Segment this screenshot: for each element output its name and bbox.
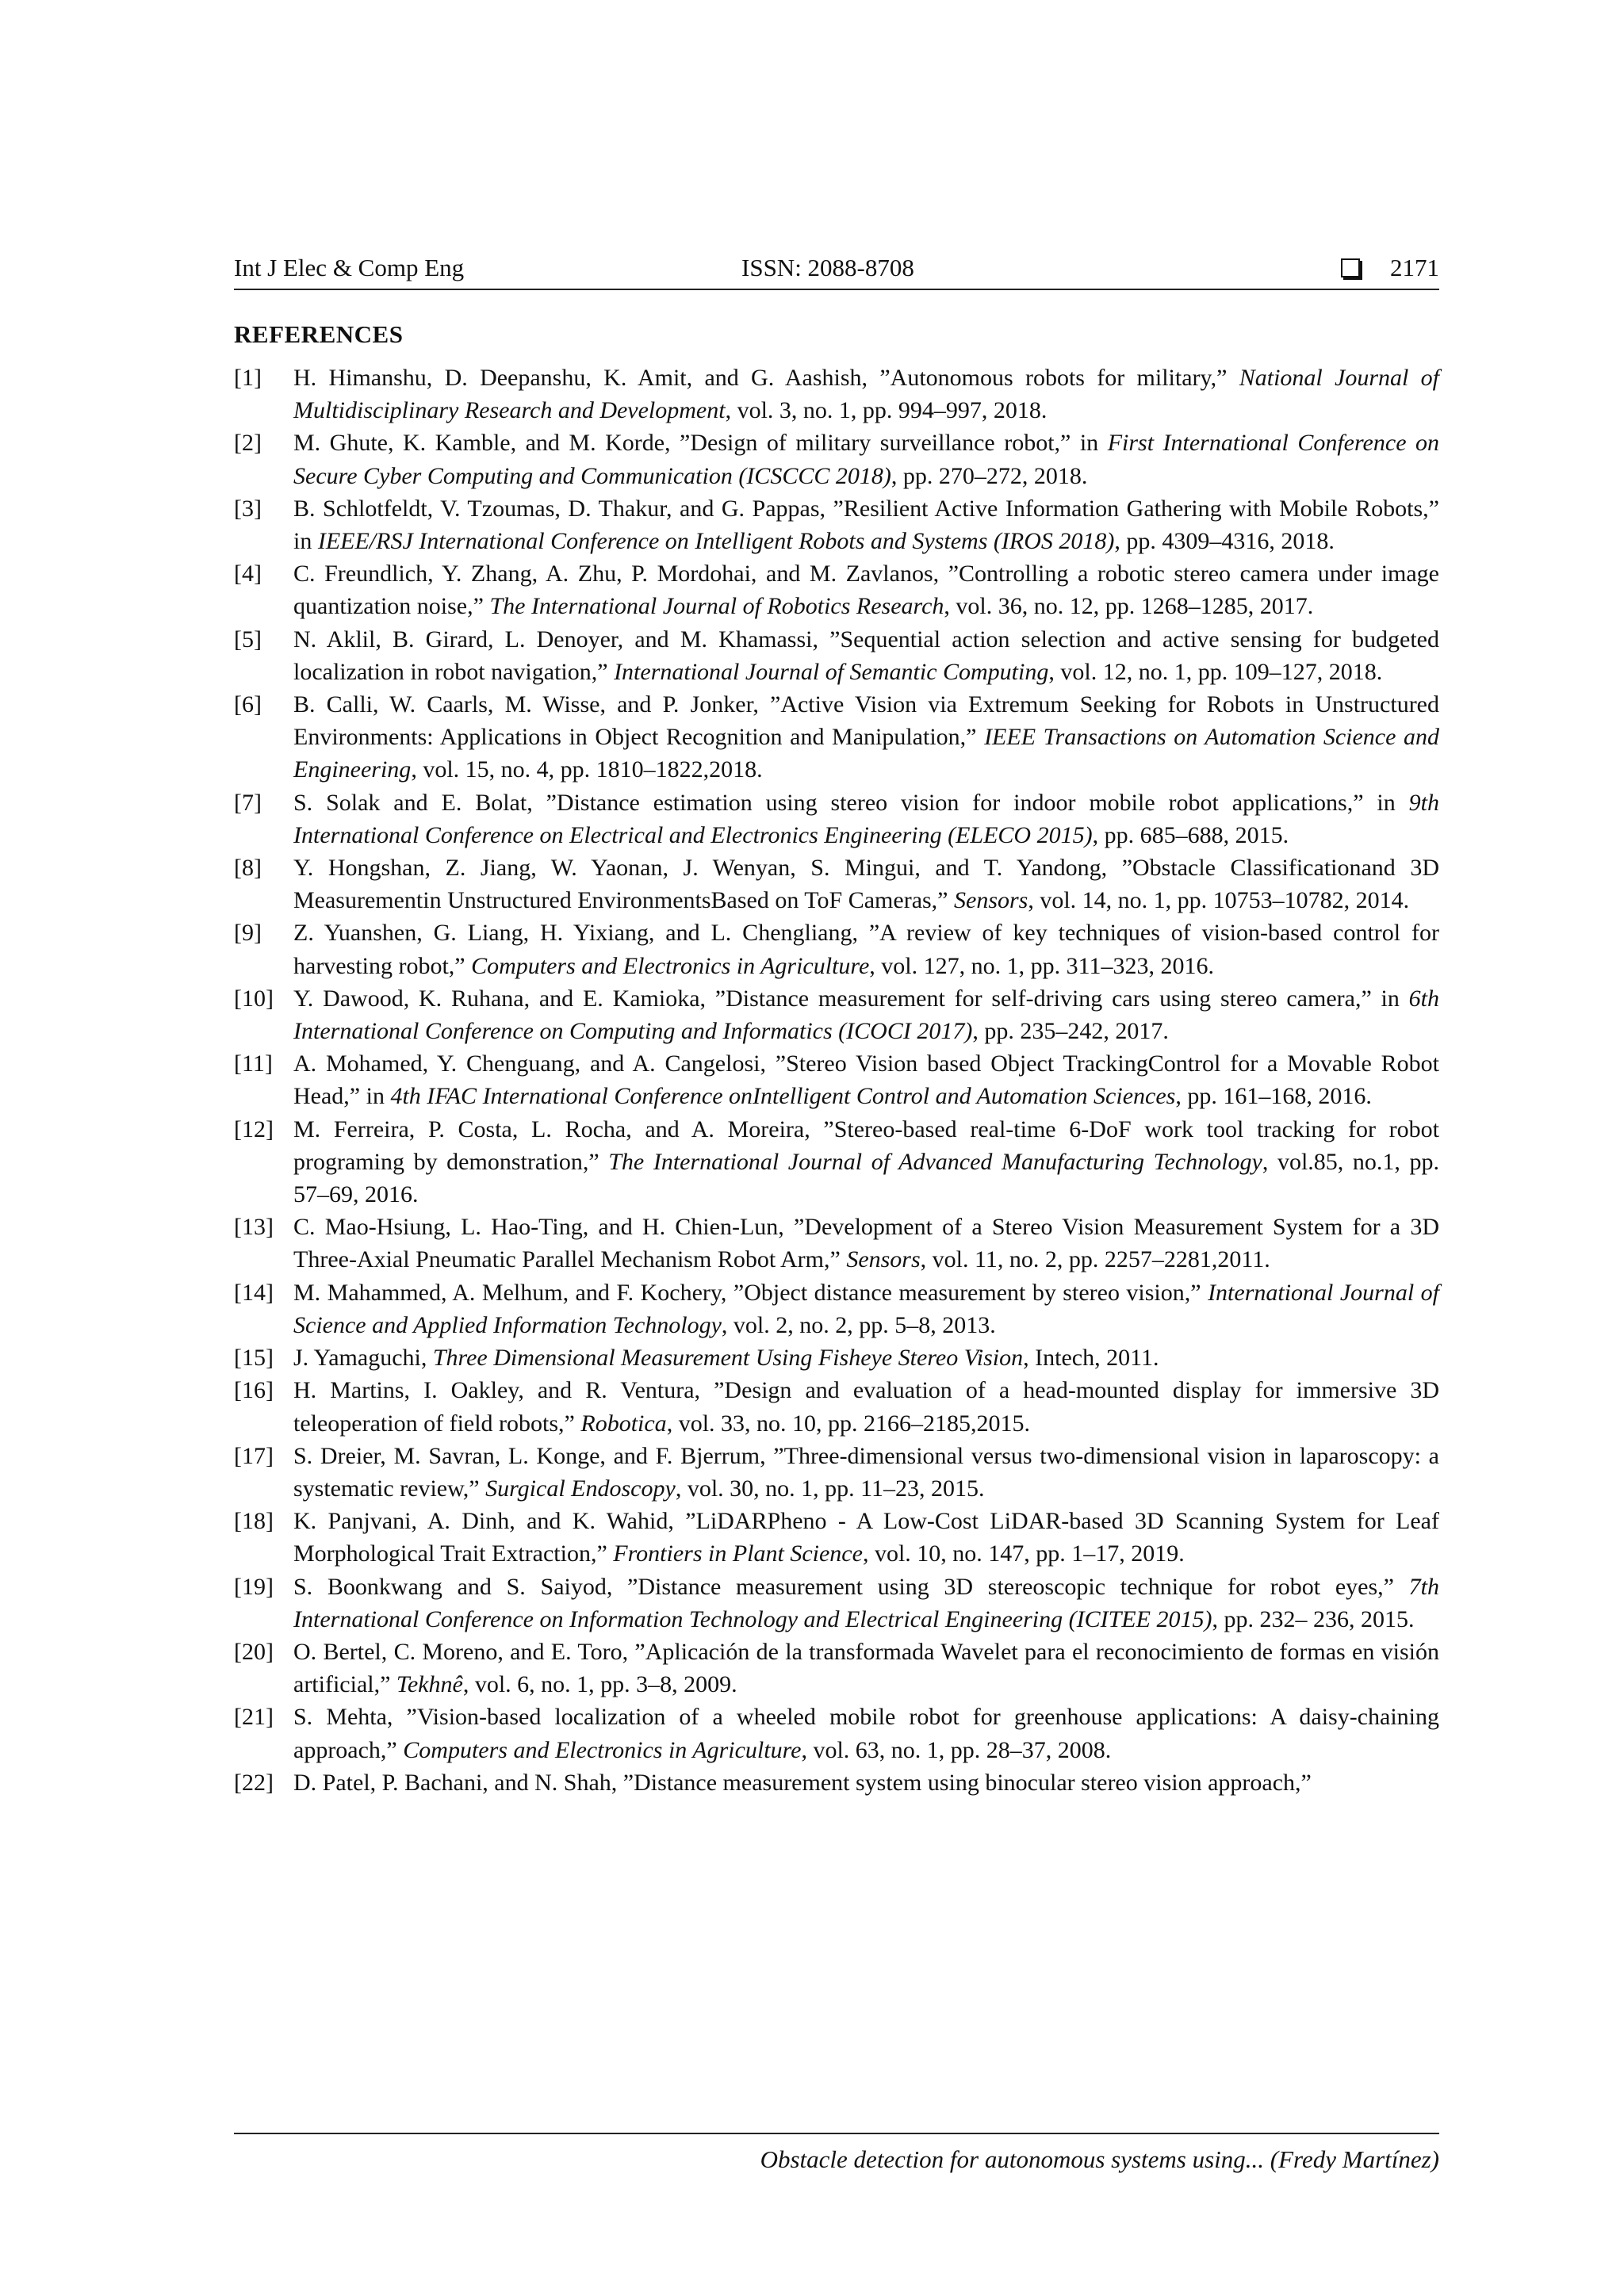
reference-venue: National Journal of Multidisciplinary Research and Development: [293, 365, 1439, 424]
reference-item: [234, 1571, 1439, 1636]
page-footer: [234, 2133, 1439, 2173]
reference-venue: Sensors: [846, 1246, 921, 1273]
reference-number: [19]: [234, 1573, 274, 1600]
reference-item: [234, 1636, 1439, 1701]
reference-venue: International Journal of Science and Applied Information Technology: [293, 1279, 1439, 1338]
reference-details: , pp. 235–242, 2017.: [972, 1018, 1169, 1045]
reference-number: [1]: [234, 365, 262, 391]
reference-details: , vol.85, no.1, pp. 57–69, 2016.: [293, 1148, 1439, 1208]
reference-venue: 6th International Conference on Computing and Informatics (ICOCI 2017): [293, 985, 1439, 1045]
reference-venue: The International Journal of Robotics Research: [489, 593, 944, 620]
reference-details: , vol. 12, no. 1, pp. 109–127, 2018.: [1048, 658, 1383, 685]
reference-authors-title: K. Panjvani, A. Dinh, and K. Wahid, ”LiDARPheno - A Low-Cost LiDAR-based 3D Scanning System for Leaf Morphological Trait Extraction,”: [293, 1508, 1439, 1567]
reference-number: [2]: [234, 430, 262, 457]
reference-item: [234, 1440, 1439, 1505]
reference-venue: Robotica: [580, 1410, 667, 1437]
reference-details: , vol. 6, no. 1, pp. 3–8, 2009.: [462, 1671, 737, 1698]
reference-venue: Surgical Endoscopy: [485, 1475, 676, 1502]
reference-number: [3]: [234, 495, 262, 522]
section-title: REFERENCES: [234, 320, 404, 348]
reference-details: , Intech, 2011.: [1023, 1345, 1159, 1372]
reference-authors-title: M. Ferreira, P. Costa, L. Rocha, and A. Moreira, ”Stereo-based real-time 6-DoF work tool tracking for robot programing by demonstration,”: [293, 1115, 1439, 1175]
reference-number: [4]: [234, 561, 262, 587]
reference-venue: Three Dimensional Measurement Using Fisheye Stereo Vision: [432, 1345, 1024, 1372]
reference-authors-title: B. Calli, W. Caarls, M. Wisse, and P. Jonker, ”Active Vision via Extremum Seeking for Robots in Unstructured Environments: Applications in Object Recognition and Manipulation,”: [293, 691, 1439, 751]
reference-venue: Computers and Electronics in Agriculture: [403, 1736, 802, 1763]
reference-authors-title: S. Boonkwang and S. Saiyod, ”Distance measurement using 3D stereoscopic technique for robot eyes,”: [293, 1573, 1409, 1600]
reference-venue: International Journal of Semantic Computing: [614, 658, 1049, 685]
reference-number: [6]: [234, 691, 262, 718]
reference-details: , pp. 4309–4316, 2018.: [1114, 528, 1335, 555]
reference-number: [7]: [234, 789, 262, 816]
reference-item: [234, 492, 1439, 557]
reference-list: [234, 362, 1439, 1799]
reference-authors-title: O. Bertel, C. Moreno, and E. Toro, ”Aplicación de la transformada Wavelet para el reconocimiento de formas en visión artificial,”: [293, 1638, 1439, 1698]
running-title: Obstacle detection for autonomous systems using... (Fredy Martínez): [760, 2145, 1439, 2173]
reference-number: [18]: [234, 1508, 274, 1535]
reference-venue: 7th International Conference on Information Technology and Electrical Engineering (ICITEE 2015): [293, 1573, 1439, 1632]
reference-item: [234, 623, 1439, 688]
reference-details: , vol. 2, no. 2, pp. 5–8, 2013.: [721, 1311, 996, 1338]
issn-label: ISSN: 2088-8708: [741, 254, 914, 281]
reference-details: , pp. 270–272, 2018.: [891, 462, 1088, 489]
reference-venue: 4th IFAC International Conference onIntelligent Control and Automation Sciences: [390, 1083, 1176, 1110]
reference-authors-title: H. Himanshu, D. Deepanshu, K. Amit, and G. Aashish, ”Autonomous robots for military,”: [293, 365, 1239, 391]
reference-item: [234, 1374, 1439, 1439]
reference-authors-title: D. Patel, P. Bachani, and N. Shah, ”Distance measurement system using binocular stereo vision approach,”: [293, 1769, 1312, 1796]
reference-details: , vol. 3, no. 1, pp. 994–997, 2018.: [725, 397, 1048, 424]
reference-authors-title: A. Mohamed, Y. Chenguang, and A. Cangelosi, ”Stereo Vision based Object TrackingControl for a Movable Robot Head,” in: [293, 1050, 1439, 1110]
reference-item: [234, 916, 1439, 982]
reference-details: , vol. 36, no. 12, pp. 1268–1285, 2017.: [944, 593, 1314, 620]
reference-details: , pp. 685–688, 2015.: [1092, 821, 1289, 848]
reference-venue: Frontiers in Plant Science: [613, 1540, 863, 1567]
reference-authors-title: H. Martins, I. Oakley, and R. Ventura, ”Design and evaluation of a head-mounted display for immersive 3D teleoperation of field robots,”: [293, 1377, 1439, 1437]
reference-number: [22]: [234, 1769, 274, 1796]
reference-venue: The International Journal of Advanced Manufacturing Technology: [608, 1148, 1262, 1175]
reference-details: , vol. 11, no. 2, pp. 2257–2281,2011.: [920, 1246, 1270, 1273]
reference-authors-title: S. Dreier, M. Savran, L. Konge, and F. Bjerrum, ”Three-dimensional versus two-dimensional vision in laparoscopy: a systematic review,”: [293, 1442, 1439, 1502]
reference-item: [234, 427, 1439, 492]
reference-item: [234, 557, 1439, 622]
reference-number: [21]: [234, 1704, 274, 1731]
page-number: 2171: [1390, 254, 1439, 281]
reference-item: [234, 982, 1439, 1047]
reference-item: [234, 1047, 1439, 1112]
reference-item: [234, 1276, 1439, 1341]
reference-item: [234, 1505, 1439, 1570]
reference-item: [234, 1113, 1439, 1211]
reference-authors-title: C. Mao-Hsiung, L. Hao-Ting, and H. Chien-Lun, ”Development of a Stereo Vision Measurement System for a 3D Three-Axial Pneumatic Parallel Mechanism Robot Arm,”: [293, 1214, 1439, 1273]
reference-item: [234, 1766, 1439, 1799]
reference-authors-title: Z. Yuanshen, G. Liang, H. Yixiang, and L. Chengliang, ”A review of key techniques of vision-based control for harvesting robot,”: [293, 920, 1439, 979]
square-box-icon: [1341, 258, 1360, 277]
reference-number: [9]: [234, 920, 262, 947]
reference-venue: Tekhnê: [396, 1671, 463, 1698]
reference-details: , vol. 14, no. 1, pp. 10753–10782, 2014.: [1028, 887, 1410, 914]
reference-details: , pp. 232– 236, 2015.: [1212, 1605, 1415, 1632]
reference-number: [8]: [234, 855, 262, 882]
reference-details: , vol. 30, no. 1, pp. 11–23, 2015.: [675, 1475, 985, 1502]
page-header: [234, 251, 1439, 290]
reference-number: [11]: [234, 1050, 273, 1077]
reference-number: [10]: [234, 985, 274, 1012]
reference-number: [14]: [234, 1279, 274, 1306]
reference-item: [234, 786, 1439, 851]
reference-item: [234, 1341, 1439, 1374]
reference-authors-title: M. Ghute, K. Kamble, and M. Korde, ”Design of military surveillance robot,” in: [293, 430, 1108, 457]
reference-item: [234, 688, 1439, 786]
reference-venue: IEEE/RSJ International Conference on Intelligent Robots and Systems (IROS 2018): [317, 528, 1115, 555]
reference-authors-title: N. Aklil, B. Girard, L. Denoyer, and M. Khamassi, ”Sequential action selection and active sensing for budgeted localization in robot navigation,”: [293, 626, 1439, 685]
reference-details: , vol. 33, no. 10, pp. 2166–2185,2015.: [666, 1410, 1031, 1437]
reference-number: [20]: [234, 1638, 274, 1665]
reference-number: [17]: [234, 1442, 274, 1469]
reference-details: , vol. 63, no. 1, pp. 28–37, 2008.: [801, 1736, 1112, 1763]
reference-authors-title: C. Freundlich, Y. Zhang, A. Zhu, P. Mordohai, and M. Zavlanos, ”Controlling a robotic stereo camera under image quantization noise,”: [293, 561, 1439, 620]
reference-authors-title: Y. Hongshan, Z. Jiang, W. Yaonan, J. Wenyan, S. Mingui, and T. Yandong, ”Obstacle Classificationand 3D Measurementin Unstructured EnvironmentsBased on ToF Cameras,”: [293, 855, 1439, 914]
reference-details: , vol. 10, no. 147, pp. 1–17, 2019.: [862, 1540, 1185, 1567]
reference-number: [16]: [234, 1377, 274, 1404]
reference-number: [12]: [234, 1115, 274, 1142]
reference-details: , pp. 161–168, 2016.: [1175, 1083, 1372, 1110]
reference-authors-title: Y. Dawood, K. Ruhana, and E. Kamioka, ”Distance measurement for self-driving cars using stereo camera,” in: [293, 985, 1409, 1012]
reference-item: [234, 362, 1439, 427]
reference-details: , vol. 127, no. 1, pp. 311–323, 2016.: [869, 952, 1215, 979]
reference-number: [13]: [234, 1214, 274, 1241]
journal-name: Int J Elec & Comp Eng: [234, 254, 465, 281]
reference-authors-title: B. Schlotfeldt, V. Tzoumas, D. Thakur, and G. Pappas, ”Resilient Active Information Gathering with Mobile Robots,” in: [293, 495, 1439, 555]
reference-authors-title: J. Yamaguchi,: [293, 1345, 433, 1372]
reference-authors-title: S. Mehta, ”Vision-based localization of a wheeled mobile robot for greenhouse applications: A daisy-chaining approach,”: [293, 1704, 1439, 1763]
reference-number: [15]: [234, 1345, 274, 1372]
reference-details: , vol. 15, no. 4, pp. 1810–1822,2018.: [411, 756, 763, 783]
reference-number: [5]: [234, 626, 262, 652]
reference-venue: IEEE Transactions on Automation Science and Engineering: [293, 724, 1439, 783]
reference-venue: 9th International Conference on Electrical and Electronics Engineering (ELECO 2015): [293, 789, 1439, 848]
reference-authors-title: M. Mahammed, A. Melhum, and F. Kochery, ”Object distance measurement by stereo vision,”: [293, 1279, 1208, 1306]
reference-venue: Sensors: [954, 887, 1028, 914]
reference-item: [234, 1211, 1439, 1276]
reference-authors-title: S. Solak and E. Bolat, ”Distance estimation using stereo vision for indoor mobile robot applications,” in: [293, 789, 1409, 816]
reference-venue: Computers and Electronics in Agriculture: [471, 952, 870, 979]
reference-item: [234, 1701, 1439, 1766]
reference-venue: First International Conference on Secure Cyber Computing and Communication (ICSCCC 2018): [293, 430, 1439, 489]
reference-item: [234, 851, 1439, 916]
